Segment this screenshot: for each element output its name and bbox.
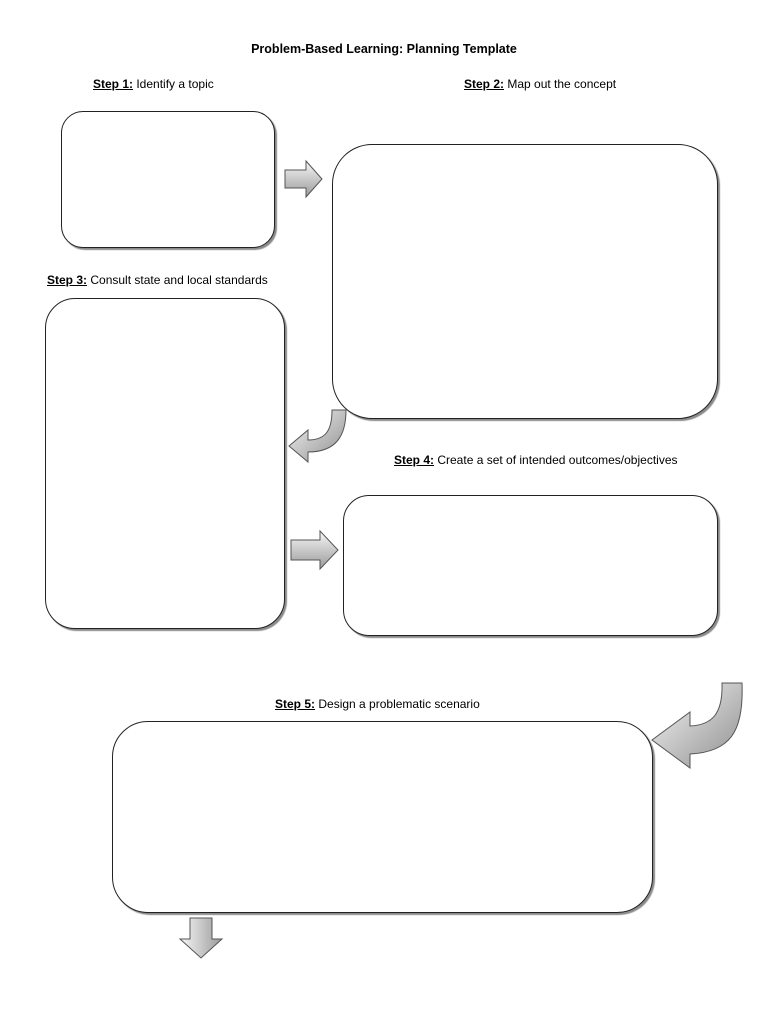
curved-arrow-icon xyxy=(650,682,750,772)
right-arrow-icon xyxy=(284,160,324,200)
step-2-box[interactable] xyxy=(332,144,718,419)
step-4-label xyxy=(394,453,678,467)
step-3-box[interactable] xyxy=(45,298,285,629)
step-4-number: Step 4: xyxy=(394,453,435,467)
step-5-box[interactable] xyxy=(112,721,653,913)
step-1-text: Identify a topic xyxy=(133,77,214,91)
step-1-label xyxy=(93,77,214,91)
step-3-text: Consult state and local standards xyxy=(87,273,268,287)
down-arrow-icon xyxy=(178,917,224,959)
curved-arrow-icon xyxy=(288,408,348,463)
page-title: Problem-Based Learning: Planning Template xyxy=(251,42,517,56)
step-5-text: Design a problematic scenario xyxy=(315,697,480,711)
step-3-number: Step 3: xyxy=(47,273,88,287)
step-1-number: Step 1: xyxy=(93,77,134,91)
step-4-box[interactable] xyxy=(343,495,718,636)
right-arrow-icon xyxy=(290,530,340,572)
step-3-label xyxy=(47,273,268,287)
step-1-box[interactable] xyxy=(61,111,275,248)
step-2-text: Map out the concept xyxy=(504,77,617,91)
step-5-number: Step 5: xyxy=(275,697,316,711)
step-4-text: Create a set of intended outcomes/objectives xyxy=(434,453,678,467)
step-5-label xyxy=(275,697,480,711)
step-2-number: Step 2: xyxy=(464,77,505,91)
step-2-label xyxy=(464,77,616,91)
